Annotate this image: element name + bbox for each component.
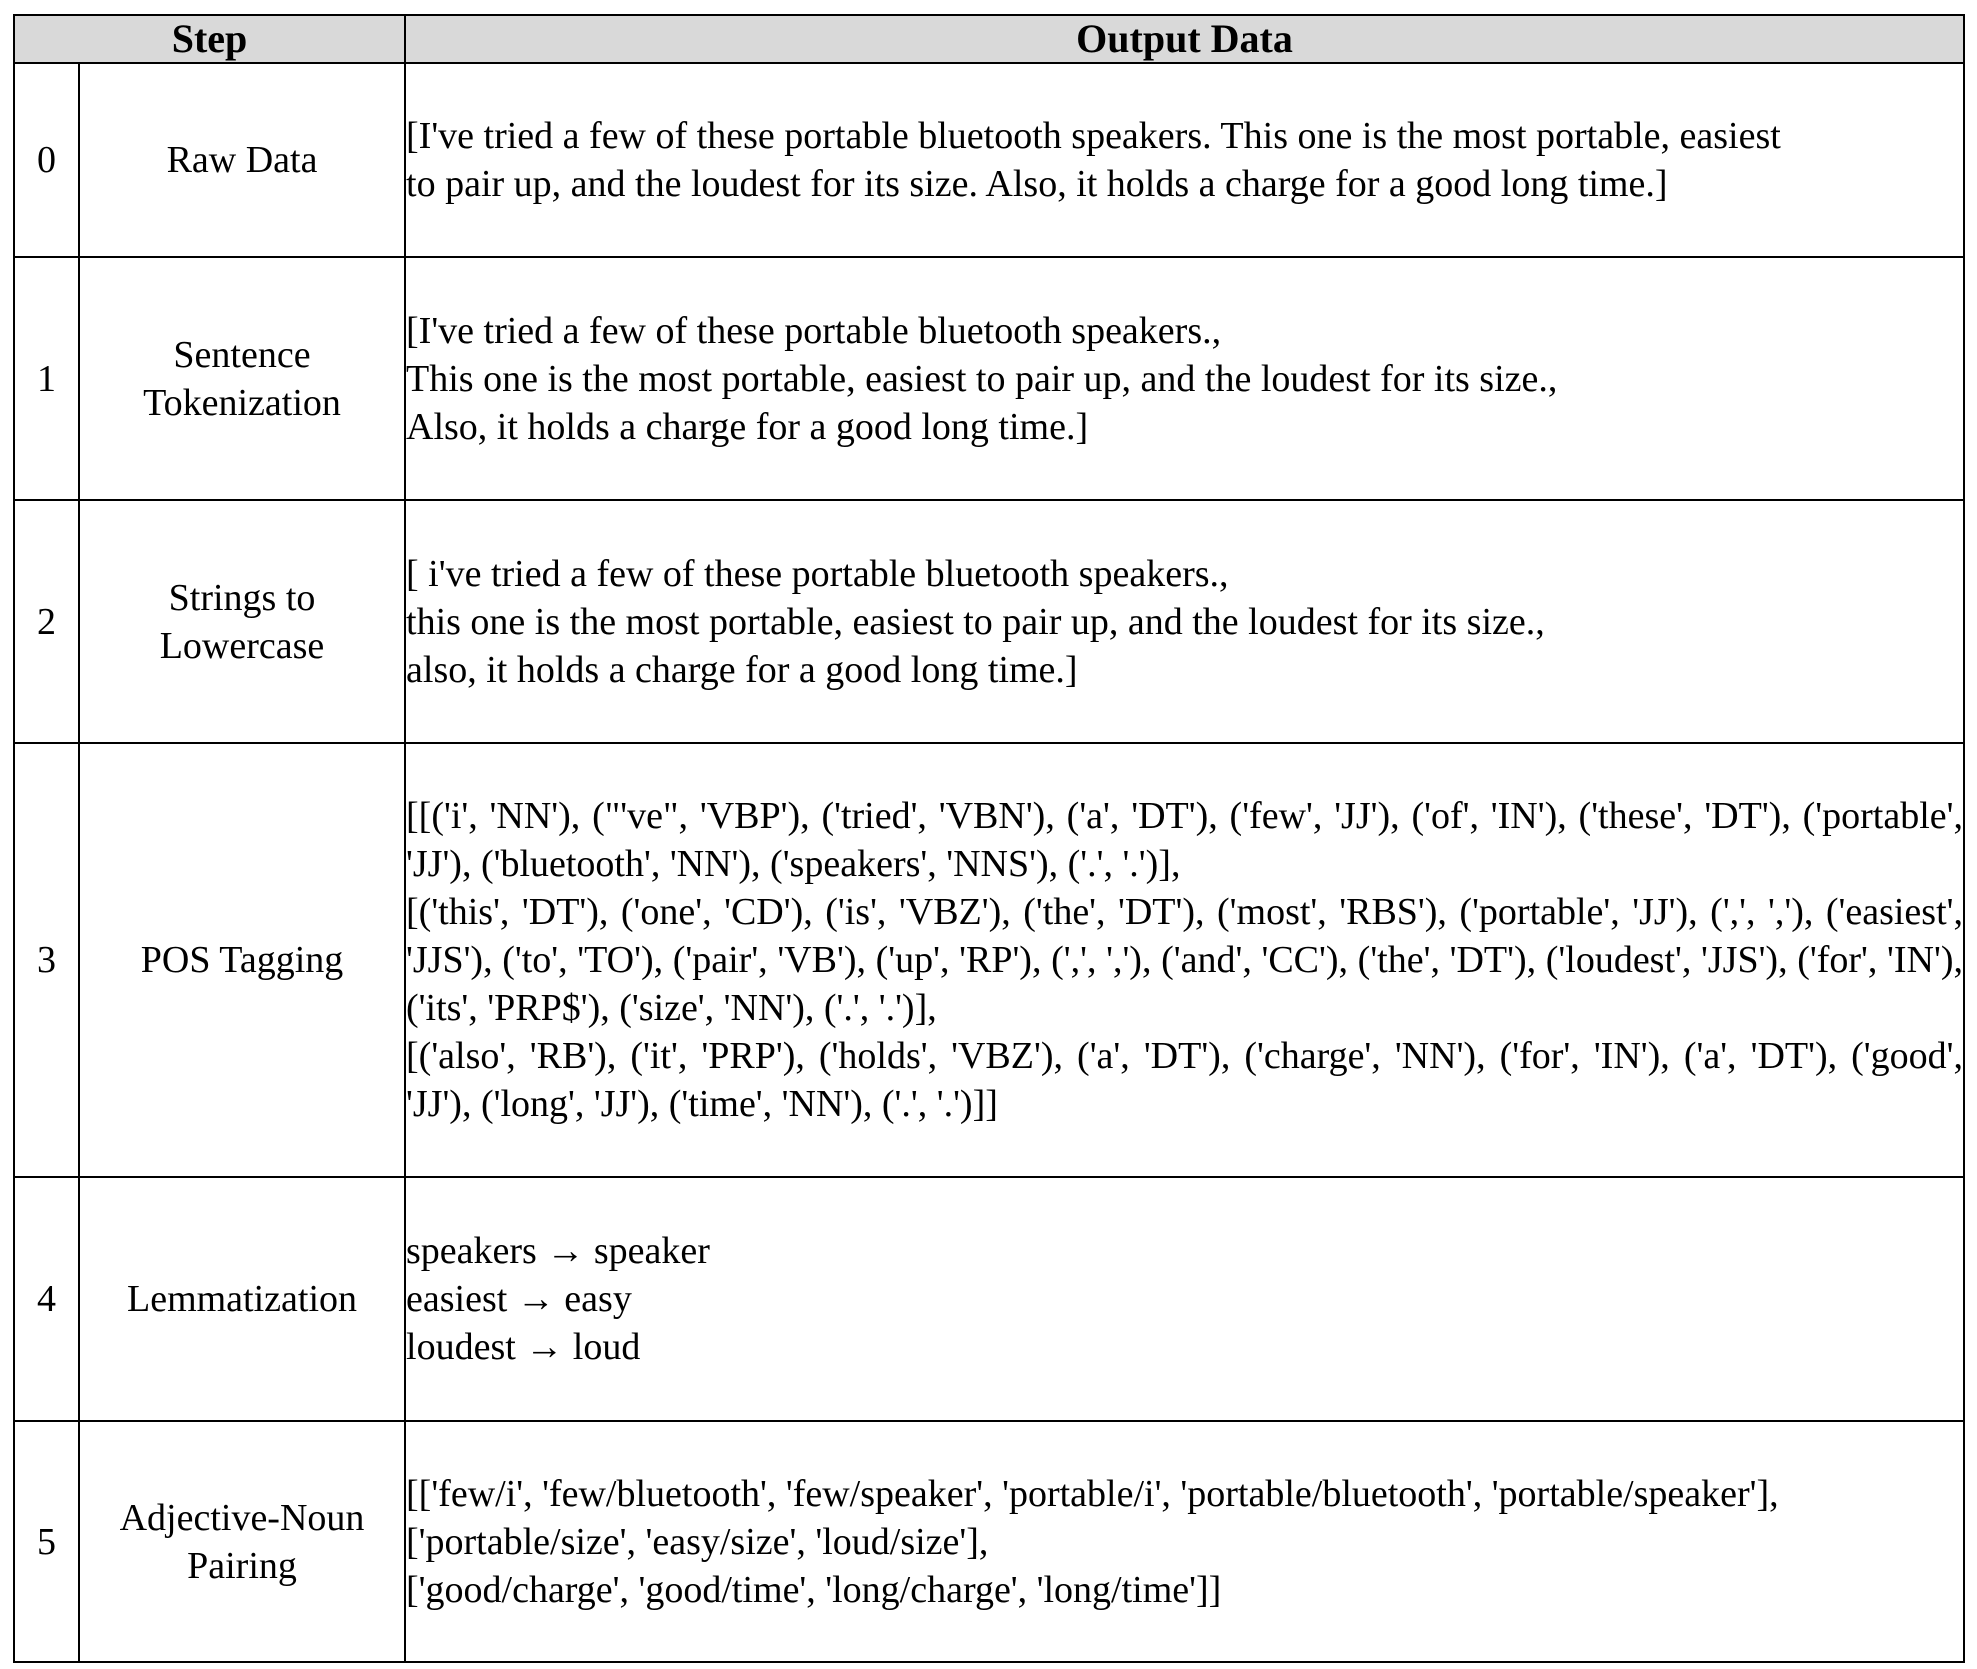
step-number: 5	[14, 1421, 79, 1662]
step-name: Sentence Tokenization	[79, 257, 405, 500]
table-row	[14, 1177, 1964, 1421]
step-name: POS Tagging	[79, 743, 405, 1177]
step-number: 4	[14, 1177, 79, 1421]
step-name: Raw Data	[79, 63, 405, 257]
table-row	[14, 500, 1964, 743]
table-header-row	[14, 15, 1964, 63]
step-name: Lemmatization	[79, 1177, 405, 1421]
column-header-output: Output Data	[405, 15, 1964, 63]
step-output: [['few/i', 'few/bluetooth', 'few/speaker', 'portable/i', 'portable/bluetooth', 'portable/speaker'], ['portable/size', 'easy/size', 'loud/size'], ['good/charge', 'good/time', 'long/charge', 'long/time']]	[405, 1421, 1964, 1662]
table-row	[14, 257, 1964, 500]
pipeline-table	[13, 14, 1965, 1663]
table-row	[14, 1421, 1964, 1662]
step-output: [I've tried a few of these portable bluetooth speakers. This one is the most portable, easiest to pair up, and the loudest for its size. Also, it holds a charge for a good long time.]	[405, 63, 1964, 257]
step-number: 0	[14, 63, 79, 257]
step-output: [I've tried a few of these portable bluetooth speakers., This one is the most portable, easiest to pair up, and the loudest for its size., Also, it holds a charge for a good long time.]	[405, 257, 1964, 500]
step-output: [ i've tried a few of these portable bluetooth speakers., this one is the most portable, easiest to pair up, and the loudest for its size., also, it holds a charge for a good long time.]	[405, 500, 1964, 743]
step-name: Adjective-Noun Pairing	[79, 1421, 405, 1662]
step-number: 3	[14, 743, 79, 1177]
step-number: 2	[14, 500, 79, 743]
table-row	[14, 743, 1964, 1177]
step-output: speakers → speaker easiest → easy loudest → loud	[405, 1177, 1964, 1421]
table-row	[14, 63, 1964, 257]
step-output: [[('i', 'NN'), ("'ve", 'VBP'), ('tried', 'VBN'), ('a', 'DT'), ('few', 'JJ'), ('of', 'IN'), ('these', 'DT'), ('portable', 'JJ'), ('bluetooth', 'NN'), ('speakers', 'NNS'), ('.', '.')], [('this', 'DT'), ('one', 'CD'), ('is', 'VBZ'), ('the', 'DT'), ('most', 'RBS'), ('portable', 'JJ'), (',', ','), ('easiest', 'JJS'), ('to', 'TO'), ('pair', 'VB'), ('up', 'RP'), (',', ','), ('and', 'CC'), ('the', 'DT'), ('loudest', 'JJS'), ('for', 'IN'), ('its', 'PRP$'), ('size', 'NN'), ('.', '.')], [('also', 'RB'), ('it', 'PRP'), ('holds', 'VBZ'), ('a', 'DT'), ('charge', 'NN'), ('for', 'IN'), ('a', 'DT'), ('good', 'JJ'), ('long', 'JJ'), ('time', 'NN'), ('.', '.')]]	[405, 743, 1964, 1177]
step-number: 1	[14, 257, 79, 500]
step-name: Strings to Lowercase	[79, 500, 405, 743]
column-header-step: Step	[14, 15, 405, 63]
